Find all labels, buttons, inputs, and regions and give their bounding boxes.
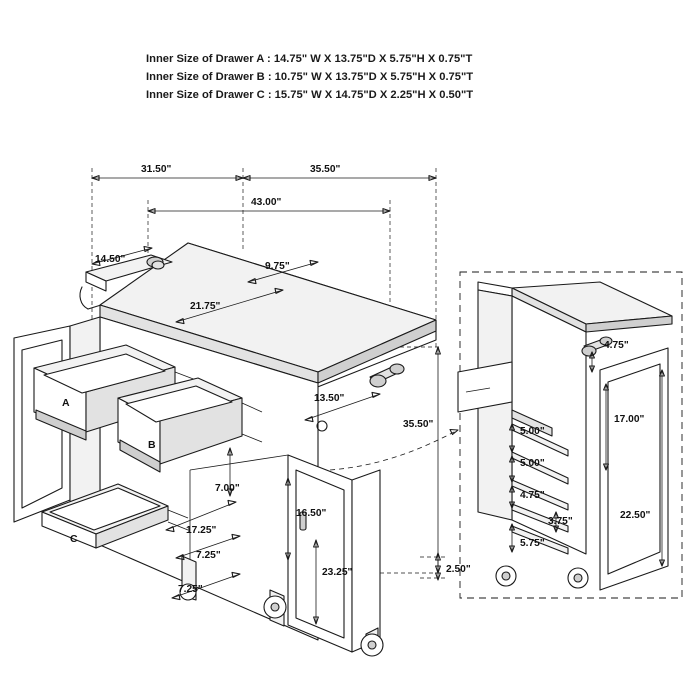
dim-overall-height: 35.50" bbox=[403, 419, 434, 430]
dim-handle-height: 13.50" bbox=[314, 393, 345, 404]
dim-drawer-c-clearance: 7.00" bbox=[215, 483, 240, 494]
dim-right-shelf-stack: 17.00" bbox=[614, 414, 645, 425]
dim-shelf-3: 4.75" bbox=[520, 490, 545, 501]
spec-line-drawer-b: Inner Size of Drawer B : 10.75" W X 13.75"D X 5.75"H X 0.75"T bbox=[146, 71, 474, 83]
dim-right-overall-height: 22.50" bbox=[620, 510, 651, 521]
spec-line-drawer-a: Inner Size of Drawer A : 14.75" W X 13.75"D X 5.75"H X 0.75"T bbox=[146, 53, 473, 65]
dim-top-right-width: 35.50" bbox=[310, 164, 341, 175]
dim-cabinet-door-height: 16.50" bbox=[296, 508, 327, 519]
dim-shelf-4: 3.75" bbox=[548, 516, 573, 527]
spec-line-drawer-c: Inner Size of Drawer C : 15.75" W X 14.75"D X 2.25"H X 0.50"T bbox=[146, 89, 474, 101]
dim-shelf-5: 5.75" bbox=[520, 538, 545, 549]
dim-shelf-1: 5.00" bbox=[520, 426, 545, 437]
dim-top-inner-depth: 9.75" bbox=[265, 261, 290, 272]
dim-top-overall: 43.00" bbox=[251, 197, 282, 208]
label-drawer-c: C bbox=[70, 533, 78, 545]
dim-top-left-width: 31.50" bbox=[141, 164, 172, 175]
dim-shelf-2: 5.00" bbox=[520, 458, 545, 469]
dim-caster-height: 2.50" bbox=[446, 564, 471, 575]
dim-left-side-depth: 14.50" bbox=[95, 254, 126, 265]
label-drawer-a: A bbox=[62, 397, 70, 409]
dim-caster-offset-a: 7.25" bbox=[196, 550, 221, 561]
dim-right-leaf-drop: 4.75" bbox=[604, 340, 629, 351]
title-block bbox=[146, 53, 473, 101]
dim-top-front-depth: 21.75" bbox=[190, 301, 221, 312]
dim-lower-left-depth: 17.25" bbox=[186, 525, 217, 536]
label-drawer-b: B bbox=[148, 439, 156, 451]
dim-caster-offset-b: 7.25" bbox=[178, 584, 203, 595]
dim-cabinet-base-height: 23.25" bbox=[322, 567, 353, 578]
